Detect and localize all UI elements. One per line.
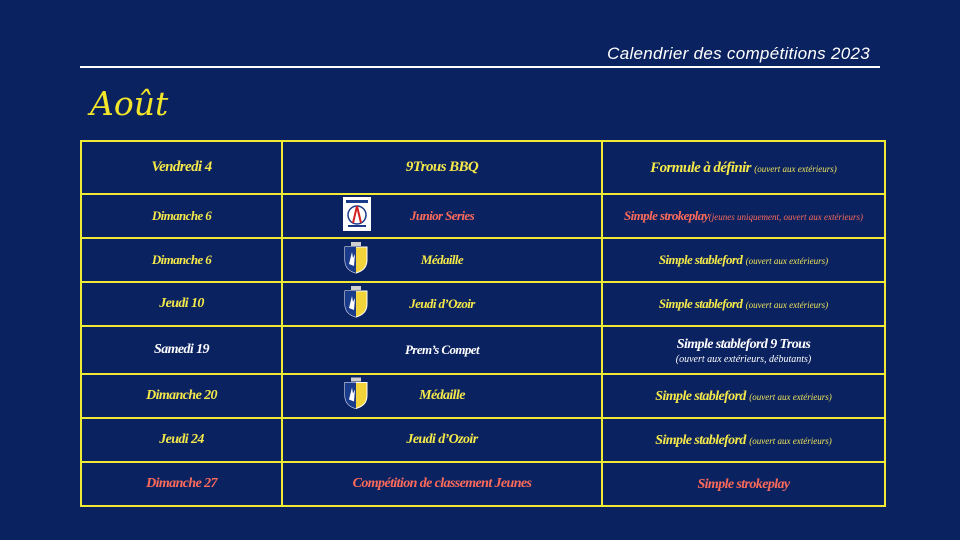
event-cell [282, 374, 602, 418]
table-row [81, 282, 885, 326]
date-cell: Jeudi 10 [81, 282, 282, 326]
header-divider [80, 66, 880, 68]
event-name: Médaille [419, 388, 465, 403]
format-note: (ouvert aux extérieurs) [754, 163, 837, 174]
date-cell: Vendredi 4 [81, 141, 282, 194]
club-crest-icon [343, 286, 369, 322]
event-name: Jeudi d’Ozoir [409, 296, 475, 311]
format-text: Simple strokeplay [697, 477, 790, 492]
event-cell [282, 238, 602, 282]
format-text: Simple stableford [655, 433, 746, 448]
format-cell [602, 418, 885, 462]
format-note: (ouvert aux extérieurs, débutants) [675, 354, 812, 365]
event-name: Prem’s Compet [405, 342, 479, 357]
table-row [81, 418, 885, 462]
format-text: Simple stableford [655, 389, 746, 404]
table-row [81, 194, 885, 238]
table-row [81, 374, 885, 418]
event-name: Médaille [420, 252, 464, 267]
format-note: (ouvert aux extérieurs) [745, 256, 829, 266]
format-text: Simple stableford 9 Trous [676, 337, 811, 352]
format-cell [602, 282, 885, 326]
format-cell [602, 374, 885, 418]
date-cell: Samedi 19 [81, 326, 282, 374]
event-cell [282, 326, 602, 374]
format-text: Simple strokeplay [624, 208, 709, 223]
page-header-title: Calendrier des compétitions 2023 [607, 44, 870, 63]
format-text: Simple stableford [658, 296, 743, 311]
format-note: (ouvert aux extérieurs) [749, 392, 832, 402]
format-cell [602, 326, 885, 374]
format-note: (ouvert aux extérieurs) [749, 436, 832, 446]
month-title: Août [90, 84, 169, 123]
format-text: Simple stableford [658, 252, 743, 267]
event-name: Compétition de classement Jeunes [352, 476, 532, 491]
event-cell [282, 462, 602, 506]
date-cell: Dimanche 6 [81, 238, 282, 282]
event-cell [282, 194, 602, 238]
club-crest-icon [343, 378, 369, 415]
format-cell [602, 238, 885, 282]
competition-schedule-table [80, 140, 886, 507]
format-cell [602, 462, 885, 506]
event-name: Jeudi d’Ozoir [406, 432, 478, 447]
table-row [81, 238, 885, 282]
format-cell [602, 141, 885, 194]
date-cell: Dimanche 6 [81, 194, 282, 238]
junior-series-logo-icon [343, 197, 371, 235]
club-crest-icon [343, 242, 369, 278]
format-note: (ouvert aux extérieurs) [745, 300, 829, 310]
date-cell: Jeudi 24 [81, 418, 282, 462]
date-cell: Dimanche 20 [81, 374, 282, 418]
event-cell [282, 418, 602, 462]
date-cell: Dimanche 27 [81, 462, 282, 506]
event-name: 9Trous BBQ [405, 159, 479, 175]
table-row [81, 462, 885, 506]
format-cell [602, 194, 885, 238]
event-name: Junior Series [409, 208, 475, 223]
event-cell [282, 282, 602, 326]
format-text: Formule à définir [650, 159, 751, 176]
table-row [81, 141, 885, 194]
event-cell [282, 141, 602, 194]
format-note: (jeunes uniquement, ouvert aux extérieurs) [708, 212, 863, 222]
table-row [81, 326, 885, 374]
